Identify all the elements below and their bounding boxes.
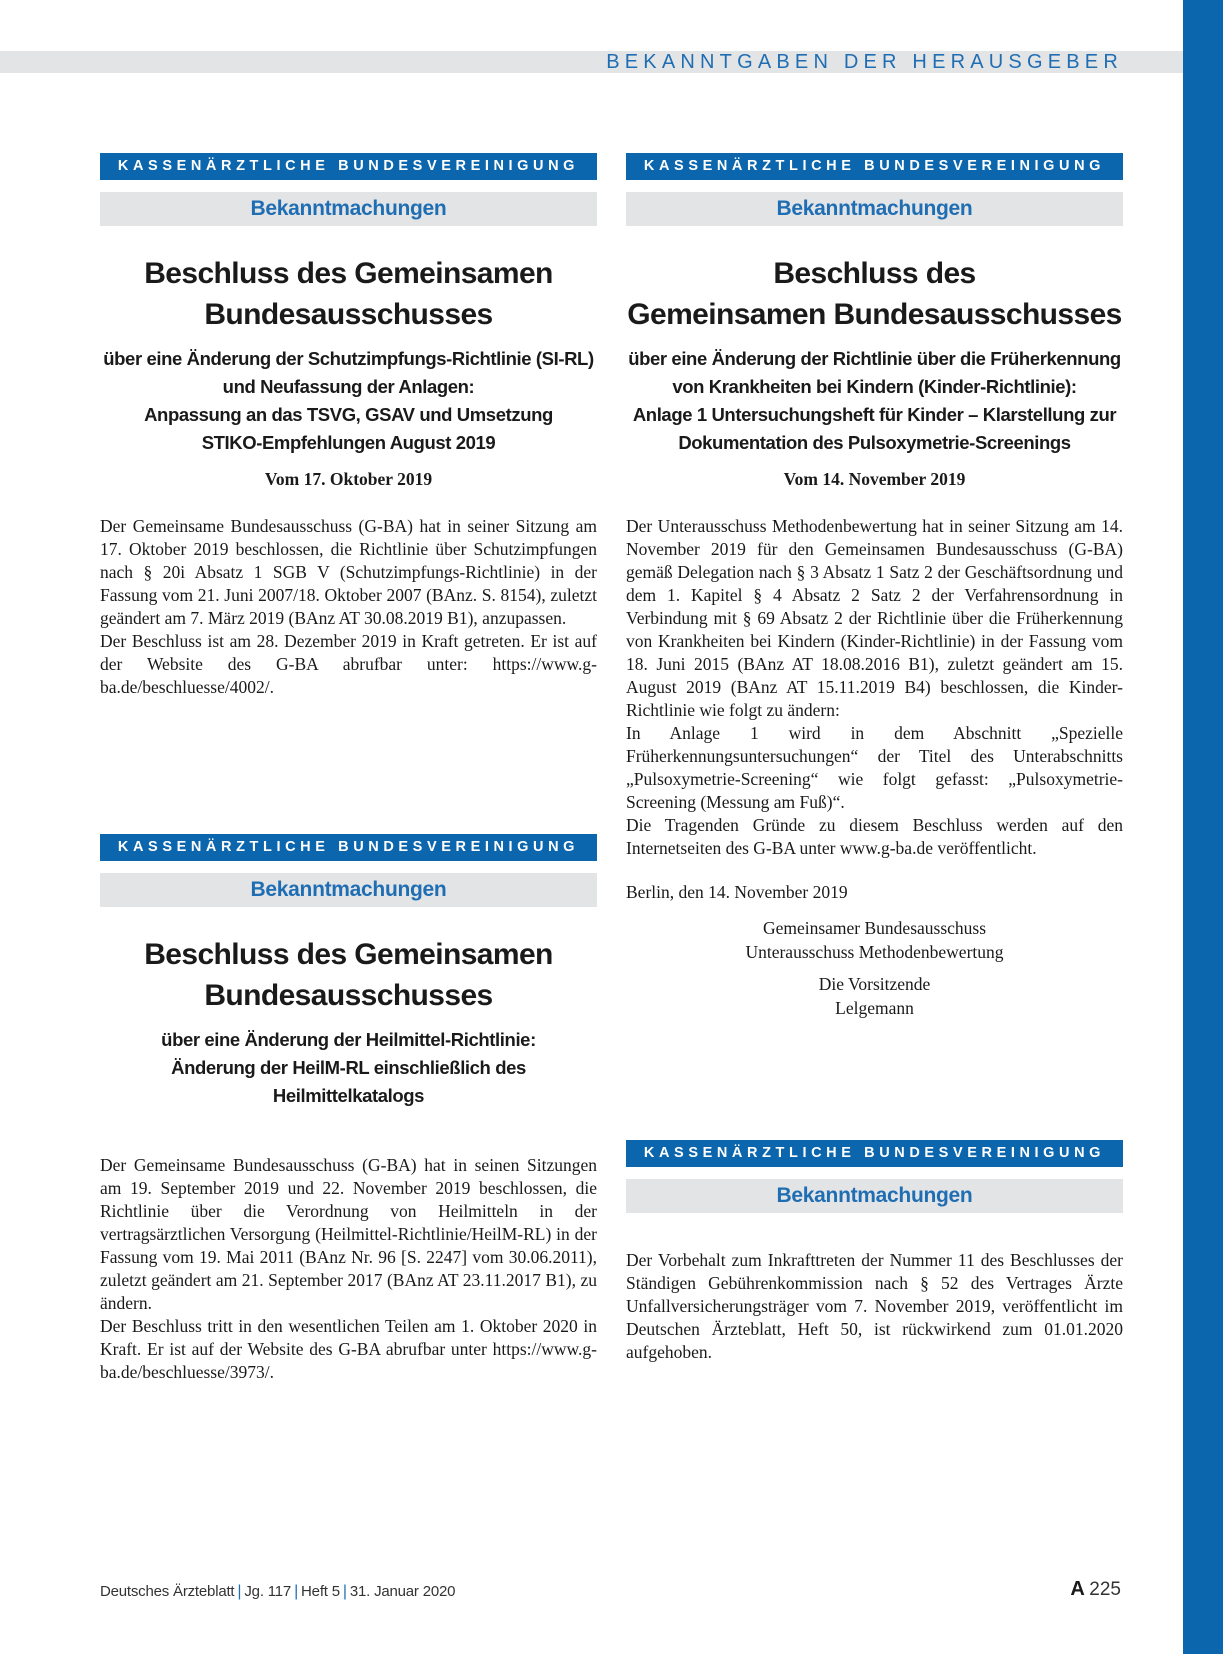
subtitle-line: über eine Änderung der Schutzimpfungs-Richtlinie (SI-RL) — [103, 348, 594, 369]
article-kinder-richtlinie — [626, 153, 1123, 1020]
page-number-value: 225 — [1089, 1579, 1121, 1600]
subtitle-line: über eine Änderung der Heilmittel-Richtlinie: — [161, 1029, 536, 1050]
decision-date: Vom 17. Oktober 2019 — [264, 469, 433, 489]
body-paragraph: Der Gemeinsame Bundesausschuss (G-BA) hat in seinen Sitzungen am 19. September 2019 und 22. November 2019 beschlossen, die Richtlinie über die Verordnung von Heilmitteln in der vertragsärztlichen Versorgung (Heilmittel-Richtlinie/HeilM-RL) in der Fassung vom 19. Mai 2011 (BAnz Nr. 96 [S. 2247] vom 30.06.2011), zuletzt geändert am 21. September 2017 (BAnz AT 23.11.2017 B1), zu ändern. — [100, 1155, 597, 1313]
category-label: Bekanntmachungen — [626, 192, 1123, 226]
section-header-title: BEKANNTGABEN DER HERAUSGEBER — [606, 51, 1123, 73]
page-number — [1070, 1578, 1121, 1601]
separator: | — [294, 1583, 299, 1600]
article-body — [100, 1154, 597, 1384]
category-label: Bekanntmachungen — [626, 1179, 1123, 1213]
page-edge-strip — [1183, 0, 1223, 1654]
article-body — [626, 1249, 1123, 1364]
body-paragraph: Der Gemeinsame Bundesausschuss (G-BA) hat in seiner Sitzung am 17. Oktober 2019 beschlossen, die Richtlinie über Schutzimpfungen nach § 20i Absatz 1 SGB V (Schutzimpfungs-Richtlinie) in der Fassung vom 21. Juni 2007/18. Oktober 2007 (BAnz. S. 8154), zuletzt geändert am 7. März 2019 (BAnz AT 30.08.2019 B1), anzupassen. — [100, 516, 597, 628]
article-title — [100, 934, 597, 1016]
place-date: Berlin, den 14. November 2019 — [626, 882, 848, 902]
body-paragraph: Der Beschluss ist am 28. Dezember 2019 in Kraft getreten. Er ist auf der Website des G-BA abrufbar unter: https://www.g-ba.de/beschluesse/4002/. — [100, 631, 597, 697]
article-subtitle — [100, 345, 597, 457]
subtitle-line: von Krankheiten bei Kindern (Kinder-Richtlinie): — [672, 376, 1077, 397]
category-label: Bekanntmachungen — [100, 192, 597, 226]
issue: Heft 5 — [301, 1583, 340, 1600]
article-body — [626, 515, 1123, 860]
article-gebuehrenkommission — [626, 1140, 1123, 1364]
org-label: KASSENÄRZTLICHE BUNDESVEREINIGUNG — [100, 834, 597, 861]
footer-citation — [100, 1583, 455, 1601]
title-line: Beschluss des — [773, 257, 976, 290]
title-line: Beschluss des Gemeinsamen — [144, 257, 553, 290]
volume: Jg. 117 — [244, 1583, 292, 1600]
article-body — [100, 515, 597, 699]
article-heilmittel — [100, 834, 597, 1384]
body-paragraph: Der Beschluss tritt in den wesentlichen Teilen am 1. Oktober 2020 in Kraft. Er ist auf der Website des G-BA abrufbar unter https://www.g-ba.de/beschluesse/3973/. — [100, 1316, 597, 1382]
subtitle-line: über eine Änderung der Richtlinie über die Früherkennung — [628, 348, 1121, 369]
title-line: Gemeinsamen Bundesausschusses — [627, 298, 1122, 331]
page-prefix: A — [1070, 1578, 1085, 1600]
title-line: Beschluss des Gemeinsamen — [144, 938, 553, 971]
subtitle-line: Anlage 1 Untersuchungsheft für Kinder – Klarstellung zur — [632, 404, 1117, 425]
org-label: KASSENÄRZTLICHE BUNDESVEREINIGUNG — [626, 1140, 1123, 1167]
title-line: Bundesausschusses — [204, 979, 493, 1012]
signature-name: Lelgemann — [835, 998, 914, 1018]
title-line: Bundesausschusses — [204, 298, 493, 331]
subtitle-line: Änderung der HeilM-RL einschließlich des Heilmittelkatalogs — [171, 1057, 526, 1106]
subtitle-line: und Neufassung der Anlagen: — [222, 376, 475, 397]
subtitle-line: Dokumentation des Pulsoxymetrie-Screenings — [678, 432, 1071, 453]
separator: | — [237, 1583, 242, 1600]
article-title — [100, 253, 597, 335]
subtitle-line: Anpassung an das TSVG, GSAV und Umsetzung — [144, 404, 553, 425]
body-paragraph: Der Vorbehalt zum Inkrafttreten der Nummer 11 des Beschlusses der Ständigen Gebührenkommission nach § 52 des Vertrages Ärzte Unfallversicherungsträger vom 7. November 2019, veröffentlicht im Deutschen Ärzteblatt, Heft 50, ist rückwirkend zum 01.01.2020 aufgehoben. — [626, 1250, 1123, 1362]
signature-role: Die Vorsitzende — [818, 974, 931, 994]
body-paragraph: In Anlage 1 wird in dem Abschnitt „Spezielle Früherkennungsuntersuchungen“ der Titel des Unterabschnitts „Pulsoxymetrie-Screening“ wie folgt gefasst: „Pulsoxymetrie-Screening (Messung am Fuß)“. — [626, 723, 1123, 812]
category-label: Bekanntmachungen — [100, 873, 597, 907]
signature-committee: Unterausschuss Methodenbewertung — [745, 942, 1004, 962]
subtitle-line: STIKO-Empfehlungen August 2019 — [201, 432, 496, 453]
body-paragraph: Die Tragenden Gründe zu diesem Beschluss werden auf den Internetseiten des G-BA unter www.g-ba.de veröffentlicht. — [626, 815, 1123, 858]
article-subtitle — [100, 1026, 597, 1110]
article-schutzimpfung — [100, 153, 597, 699]
journal-name: Deutsches Ärzteblatt — [100, 1583, 235, 1600]
signature-block — [626, 916, 1123, 1020]
issue-date: 31. Januar 2020 — [349, 1583, 456, 1600]
article-title — [626, 253, 1123, 335]
decision-date: Vom 14. November 2019 — [783, 469, 966, 489]
body-paragraph: Der Unterausschuss Methodenbewertung hat in seiner Sitzung am 14. November 2019 für den Gemeinsamen Bundesausschuss (G-BA) gemäß Delegation nach § 3 Absatz 1 Satz 2 der Geschäftsordnung und dem 1. Kapitel § 4 Absatz 2 Satz 2 der Verfahrensordnung in Verbindung mit § 69 Absatz 2 der Richtlinie über die Früherkennung von Krankheiten bei Kindern (Kinder-Richtlinie) in der Fassung vom 18. Juni 2015 (BAnz AT 18.08.2016 B1), zuletzt geändert am 15. August 2019 (BAnz AT 15.11.2019 B4) beschlossen, die Kinder-Richtlinie wie folgt zu ändern: — [626, 516, 1123, 720]
article-subtitle — [626, 345, 1123, 457]
separator: | — [342, 1583, 347, 1600]
org-label: KASSENÄRZTLICHE BUNDESVEREINIGUNG — [100, 153, 597, 180]
signature-org: Gemeinsamer Bundesausschuss — [762, 918, 987, 938]
org-label: KASSENÄRZTLICHE BUNDESVEREINIGUNG — [626, 153, 1123, 180]
